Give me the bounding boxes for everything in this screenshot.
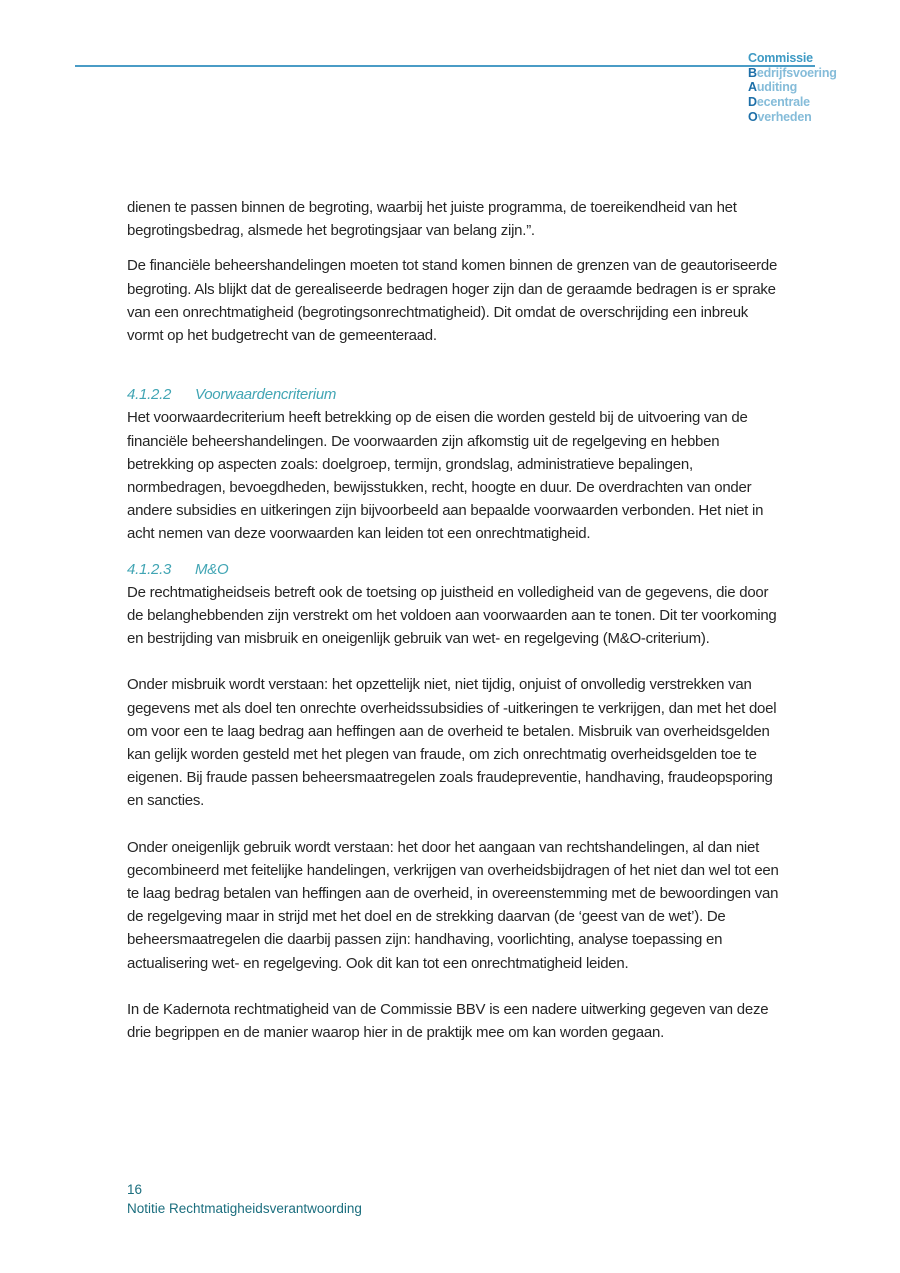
header-rule xyxy=(75,65,815,67)
logo-line-commissie: Commissie xyxy=(748,51,813,65)
logo-rest-bedrijfsvoering: edrijfsvoering xyxy=(756,65,837,80)
section-heading-m-and-o xyxy=(127,558,779,581)
section-heading-voorwaardencriterium xyxy=(127,383,779,406)
logo-line-overheden xyxy=(748,110,837,125)
body-paragraph: Onder misbruik wordt verstaan: het opzettelijk niet, niet tijdig, onjuist of onvolledig verstrekken van gegevens met als doel ten onrechte overheidssubsidies of -uitkeringen te verkrijgen, dan met het doel om voor een te laag bedrag aan heffingen aan de overheid te betalen. Misbruik van overheidsgelden kan gelijk worden gesteld met het plegen van fraude, om zich onrechtmatig overheidsgelden toe te eigenen. Bij fraude passen beheersmaatregelen zoals fraudepreventie, handhaving, fraudeopsporing en sancties. xyxy=(127,676,777,810)
section-number: 4.1.2.2 xyxy=(127,386,172,404)
logo-initial-o: O xyxy=(748,109,758,124)
logo-line-decentrale xyxy=(748,95,837,110)
section-title: M&O xyxy=(195,560,229,578)
logo-initial-d: D xyxy=(748,95,757,110)
body-paragraph: De rechtmatigheidseis betreft ook de toetsing op juistheid en volledigheid van de gegevens, die door de belanghebbenden zijn verstrekt om het voldoen aan voorwaarden aan te tonen. Dit ter voorkoming en bestrijding van misbruik en oneigenlijk gebruik van wet- en regelgeving (M&O-criterium). xyxy=(127,583,777,648)
logo-rest-auditing: uditing xyxy=(756,80,798,95)
body-paragraph: De financiële beheershandelingen moeten tot stand komen binnen de grenzen van de geautoriseerde begroting. Als blijkt dat de gerealiseerde bedragen hoger zijn dan de geraamde bedragen is er sprake van een onrechtmatigheid (begrotingsonrechtmatigheid). Dit omdat de overschrijding een inbreuk vormt op het budgetrecht van de gemeenteraad. xyxy=(127,257,778,345)
logo-rest-decentrale: ecentrale xyxy=(756,95,810,110)
logo-line-bedrijfsvoering xyxy=(748,66,837,81)
body-paragraph: Het voorwaardecriterium heeft betrekking op de eisen die worden gesteld bij de uitvoering van de financiële beheershandelingen. De voorwaarden zijn afkomstig uit de regelgeving en hebben betrekking op aspecten zoals: doelgroep, termijn, grondslag, administratieve bepalingen, normbedragen, bevoegdheden, bewijsstukken, recht, hoogte en duur. De overdrachten van onder andere subsidies en uitkeringen zijn bijvoorbeeld aan bepaalde voorwaarden verbonden. Het niet in acht nemen van deze voorwaarden kan leiden tot een onrechtmatigheid. xyxy=(127,409,764,543)
logo-initial-b: B xyxy=(748,65,757,80)
document-body xyxy=(127,196,779,1044)
logo-initial-a: A xyxy=(748,80,757,95)
section-number: 4.1.2.3 xyxy=(127,560,172,578)
page-number: 16 xyxy=(127,1182,143,1197)
body-paragraph: Onder oneigenlijk gebruik wordt verstaan: het door het aangaan van rechtshandelingen, al dan niet gecombineerd met feitelijke handelingen, verkrijgen van overheidsbijdragen of het niet dan wel tot een te laag bedrag betalen van heffingen aan de overheid, in overeenstemming met de bewoordingen van de regelgeving maar in strijd met het doel en de strekking daarvan (de ‘geest van de wet’). De beheersmaatregelen die daarbij passen zijn: handhaving, voorlichting, analyse toepassing en actualisering wet- en regelgeving. Ook dit kan tot een onrechtmatigheid leiden. xyxy=(127,838,779,972)
footer-title: Notitie Rechtmatigheidsverantwoording xyxy=(127,1200,362,1216)
body-paragraph: In de Kadernota rechtmatigheid van de Commissie BBV is een nadere uitwerking gegeven van deze drie begrippen en de manier waarop hier in de praktijk mee om kan worden gegaan. xyxy=(127,1000,769,1042)
body-paragraph: dienen te passen binnen de begroting, waarbij het juiste programma, de toereikendheid van het begrotingsbedrag, alsmede het begrotingsjaar van belang zijn.”. xyxy=(127,199,737,240)
bado-logo xyxy=(748,51,837,125)
logo-rest-overheden: verheden xyxy=(757,109,812,124)
logo-line-auditing xyxy=(748,80,837,95)
section-title: Voorwaardencriterium xyxy=(195,386,337,404)
page-footer xyxy=(127,1181,362,1218)
